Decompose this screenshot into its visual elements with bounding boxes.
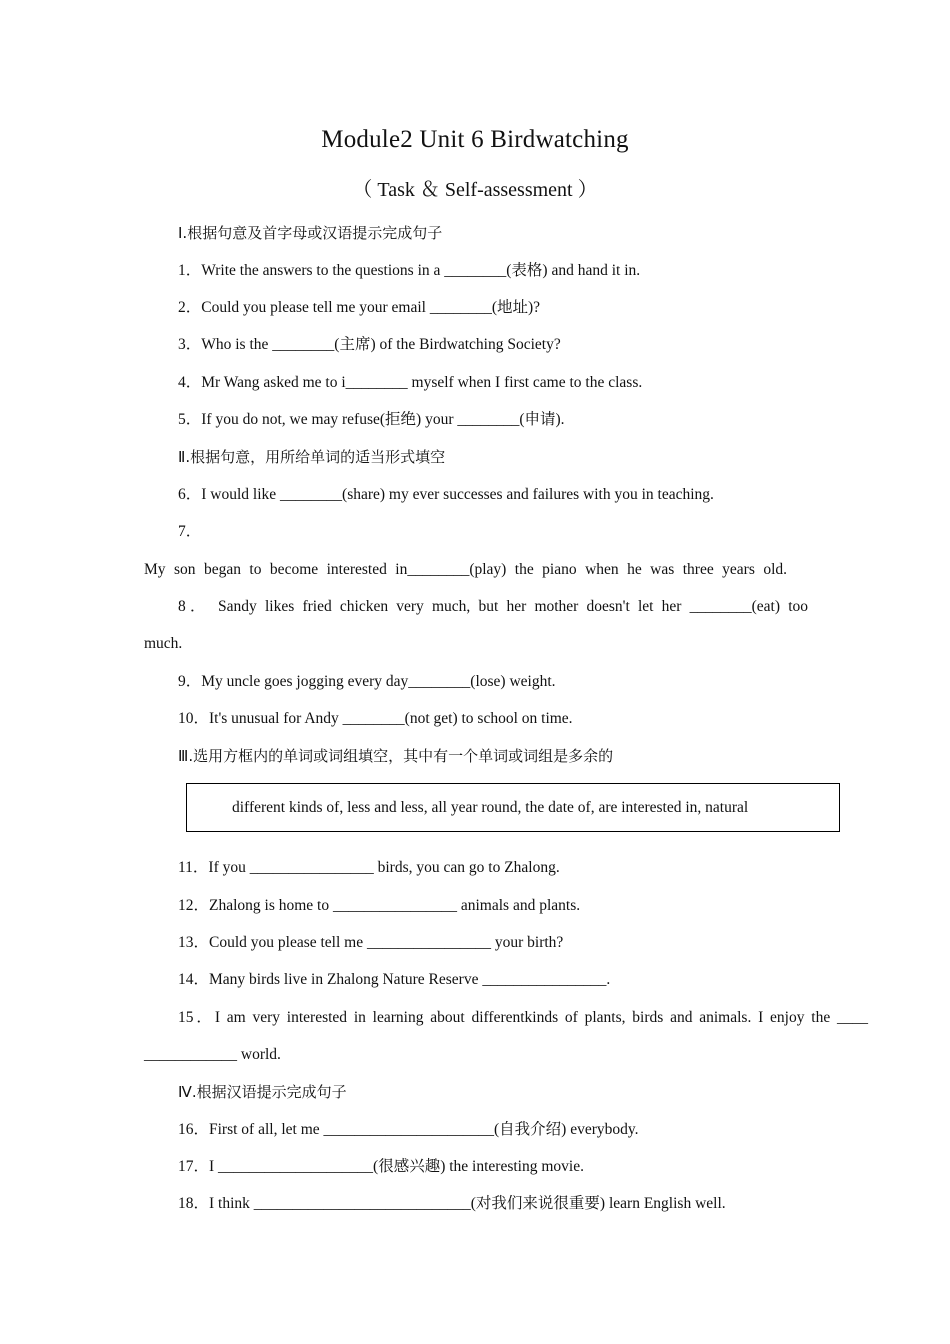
question-11: 11．If you ________________ birds, you can go to Zhalong. <box>178 859 560 876</box>
question-1: 1．Write the answers to the questions in a ________(表格) and hand it in. <box>178 262 641 279</box>
question-8-line-2: much. <box>144 635 183 652</box>
section-2-heading: Ⅱ.根据句意，用所给单词的适当形式填空 <box>178 448 446 466</box>
question-16: 16．First of all, let me ______________________(自我介绍) everybody. <box>178 1121 639 1138</box>
word-bank-box: different kinds of, less and less, all year round, the date of, are interested in, natural <box>186 783 840 832</box>
question-12: 12．Zhalong is home to ________________ animals and plants. <box>178 897 581 914</box>
section-1-heading: Ⅰ.根据句意及首字母或汉语提示完成句子 <box>178 224 443 242</box>
question-9: 9．My uncle goes jogging every day________(lose) weight. <box>178 673 556 690</box>
question-13: 13．Could you please tell me ________________ your birth? <box>178 934 564 951</box>
page-subtitle: （ Task ＆ Self-assessment ） <box>352 179 598 201</box>
question-18: 18．I think ____________________________(对我们来说很重要) learn English well. <box>178 1195 726 1212</box>
question-8-line-1: 8． Sandy likes fried chicken very much, but her mother doesn't let her ________(eat) too <box>178 598 808 615</box>
question-2: 2．Could you please tell me your email ________(地址)? <box>178 299 541 316</box>
question-15-line-2: ____________ world. <box>144 1046 281 1063</box>
question-15-line-1: 15．I am very interested in learning about differentkinds of plants, birds and animals. I enjoy the ____ <box>178 1009 868 1026</box>
question-7-number: 7． <box>178 523 202 540</box>
question-5: 5．If you do not, we may refuse(拒绝) your ________(申请). <box>178 411 565 428</box>
question-3: 3．Who is the ________(主席) of the Birdwatching Society? <box>178 336 561 353</box>
question-7-text: My son began to become interested in________(play) the piano when he was three years old. <box>144 561 787 578</box>
question-17: 17．I ____________________(很感兴趣) the interesting movie. <box>178 1158 584 1175</box>
question-4: 4．Mr Wang asked me to i________ myself when I first came to the class. <box>178 374 643 391</box>
question-14: 14．Many birds live in Zhalong Nature Reserve ________________. <box>178 971 611 988</box>
question-6: 6．I would like ________(share) my ever successes and failures with you in teaching. <box>178 486 714 503</box>
page-title: Module2 Unit 6 Birdwatching <box>321 126 629 153</box>
section-3-heading: Ⅲ.选用方框内的单词或词组填空，其中有一个单词或词组是多余的 <box>178 747 614 765</box>
section-4-heading: Ⅳ.根据汉语提示完成句子 <box>178 1083 347 1101</box>
question-10: 10．It's unusual for Andy ________(not get) to school on time. <box>178 710 573 727</box>
